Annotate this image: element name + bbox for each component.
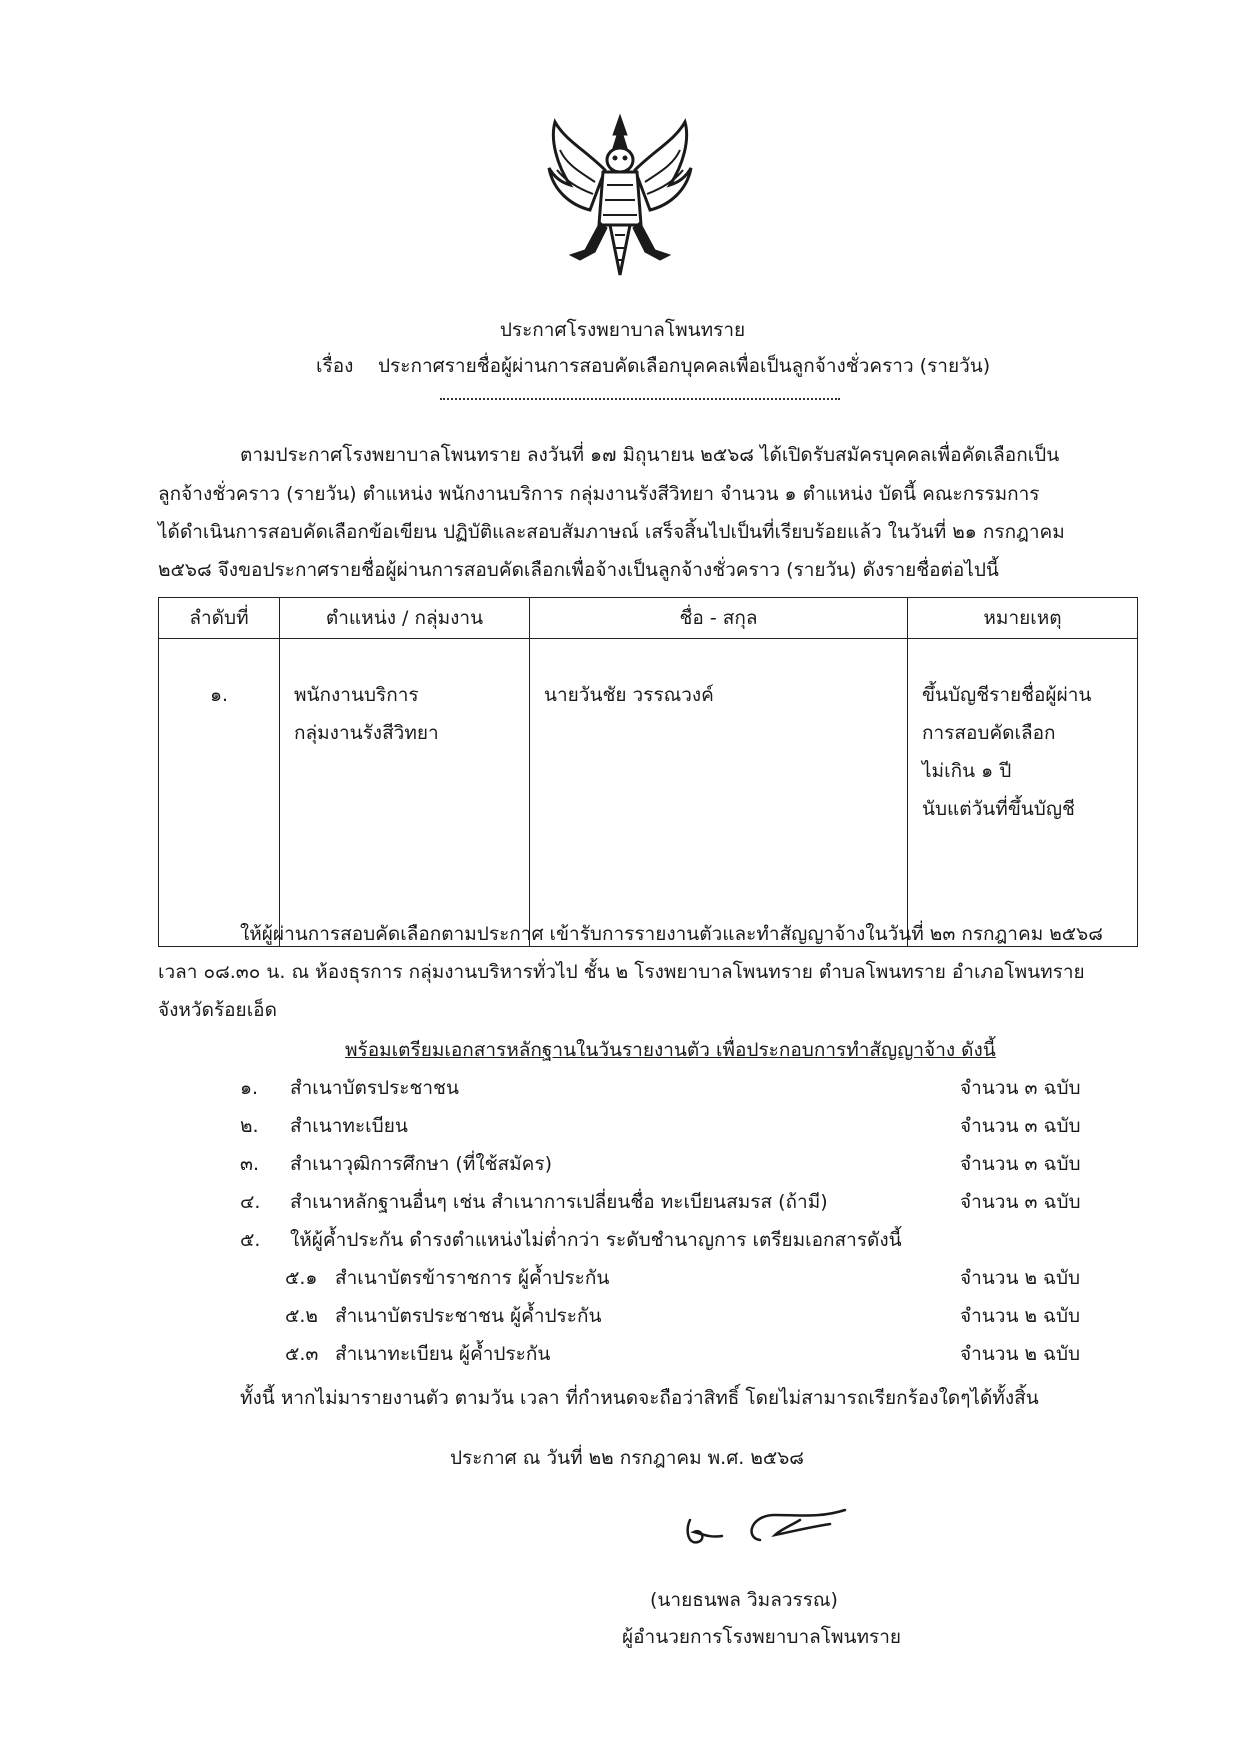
subject: ประกาศรายชื่อผู้ผ่านการสอบคัดเลือกบุคคลเพื่อเป็นลูกจ้างชั่วคราว (รายวัน) (378, 355, 991, 377)
signature (680, 1500, 860, 1560)
list-item: สำเนาบัตรประชาชน (290, 1077, 459, 1099)
list-item-count: จำนวน ๓ ฉบับ (960, 1077, 1081, 1099)
list-item-count: จำนวน ๓ ฉบับ (960, 1115, 1081, 1137)
report-line-3: จังหวัดร้อยเอ็ด (158, 999, 277, 1021)
cell-position: พนักงานบริการ กลุ่มงานรังสีวิทยา (280, 639, 530, 947)
announcement-title: ประกาศโรงพยาบาลโพนทราย (499, 319, 746, 341)
results-table (158, 597, 1138, 947)
sub-item-count: จำนวน ๒ ฉบับ (960, 1267, 1081, 1289)
divider (440, 398, 840, 400)
cell-name: นายวันชัย วรรณวงค์ (530, 639, 908, 947)
sub-item: สำเนาบัตรประชาชน ผู้ค้ำประกัน (335, 1305, 602, 1327)
list-item-no: ๔. (240, 1191, 261, 1213)
list-item-no: ๑. (240, 1077, 259, 1099)
report-line-1: ให้ผู้ผ่านการสอบคัดเลือกตามประกาศ เข้ารับการรายงานตัวและทำสัญญาจ้างในวันที่ ๒๓ กรกฎาคม ๒๕๖๘ (240, 923, 1103, 945)
list-item-count: จำนวน ๓ ฉบับ (960, 1191, 1081, 1213)
sub-item: สำเนาทะเบียน ผู้ค้ำประกัน (335, 1343, 551, 1365)
sub-item-no: ๕.๑ (285, 1267, 318, 1289)
signatory-title: ผู้อำนวยการโรงพยาบาลโพนทราย (622, 1626, 902, 1648)
intro-line-1: ตามประกาศโรงพยาบาลโพนทราย ลงวันที่ ๑๗ มิถุนายน ๒๕๖๘ ได้เปิดรับสมัครบุคคลเพื่อคัดเลือกเป็น (240, 444, 1060, 466)
list-item-no: ๕. (240, 1229, 261, 1251)
list-item-no: ๓. (240, 1153, 260, 1175)
garuda-emblem-icon (545, 110, 695, 280)
closing-note: ทั้งนี้ หากไม่มารายงานตัว ตามวัน เวลา ที่กำหนดจะถือว่าสิทธิ์ โดยไม่สามารถเรียกร้องใดๆได้ทั้งสิ้น (240, 1387, 1039, 1409)
announcement-date: ประกาศ ณ วันที่ ๒๒ กรกฎาคม พ.ศ. ๒๕๖๘ (450, 1447, 804, 1469)
cell-no: ๑. (159, 639, 280, 947)
cell-remark: ขึ้นบัญชีรายชื่อผู้ผ่าน การสอบคัดเลือก ไม่เกิน ๑ ปี นับแต่วันที่ขึ้นบัญชี (908, 639, 1138, 947)
subject-prefix: เรื่อง (316, 355, 354, 377)
list-item: สำเนาทะเบียน (290, 1115, 408, 1137)
list-item-no: ๒. (240, 1115, 259, 1137)
documents-heading: พร้อมเตรียมเอกสารหลักฐานในวันรายงานตัว เพื่อประกอบการทำสัญญาจ้าง ดังนี้ (345, 1039, 996, 1061)
col-header-position: ตำแหน่ง / กลุ่มงาน (280, 598, 530, 639)
intro-line-2: ลูกจ้างชั่วคราว (รายวัน) ตำแหน่ง พนักงานบริการ กลุ่มงานรังสีวิทยา จำนวน ๑ ตำแหน่ง บัดนี้ คณะกรรมการ (158, 483, 1040, 505)
col-header-remark: หมายเหตุ (908, 598, 1138, 639)
sub-item-count: จำนวน ๒ ฉบับ (960, 1305, 1081, 1327)
intro-line-4: ๒๕๖๘ จึงขอประกาศรายชื่อผู้ผ่านการสอบคัดเลือกเพื่อจ้างเป็นลูกจ้างชั่วคราว (รายวัน) ดังรายชื่อต่อไปนี้ (158, 559, 999, 581)
list-item: สำเนาหลักฐานอื่นๆ เช่น สำเนาการเปลี่ยนชื่อ ทะเบียนสมรส (ถ้ามี) (290, 1191, 828, 1213)
signatory-name: (นายธนพล วิมลวรรณ) (650, 1589, 838, 1611)
sub-item-no: ๕.๒ (285, 1305, 318, 1327)
intro-line-3: ได้ดำเนินการสอบคัดเลือกข้อเขียน ปฏิบัติและสอบสัมภาษณ์ เสร็จสิ้นไปเป็นที่เรียบร้อยแล้ว ในวันที่ ๒๑ กรกฎาคม (158, 521, 1065, 543)
sub-item-count: จำนวน ๒ ฉบับ (960, 1343, 1081, 1365)
report-line-2: เวลา ๐๘.๓๐ น. ณ ห้องธุรการ กลุ่มงานบริหารทั่วไป ชั้น ๒ โรงพยาบาลโพนทราย ตำบลโพนทราย อำเภอโพนทราย (158, 961, 1085, 983)
list-item-count: จำนวน ๓ ฉบับ (960, 1153, 1081, 1175)
sub-item-no: ๕.๓ (285, 1343, 319, 1365)
col-header-name: ชื่อ - สกุล (530, 598, 908, 639)
sub-item: สำเนาบัตรข้าราชการ ผู้ค้ำประกัน (335, 1267, 610, 1289)
table-row (159, 639, 1138, 947)
col-header-no: ลำดับที่ (159, 598, 280, 639)
list-item: ให้ผู้ค้ำประกัน ดำรงตำแหน่งไม่ต่ำกว่า ระดับชำนาญการ เตรียมเอกสารดังนี้ (290, 1229, 902, 1251)
list-item: สำเนาวุฒิการศึกษา (ที่ใช้สมัคร) (290, 1153, 552, 1175)
